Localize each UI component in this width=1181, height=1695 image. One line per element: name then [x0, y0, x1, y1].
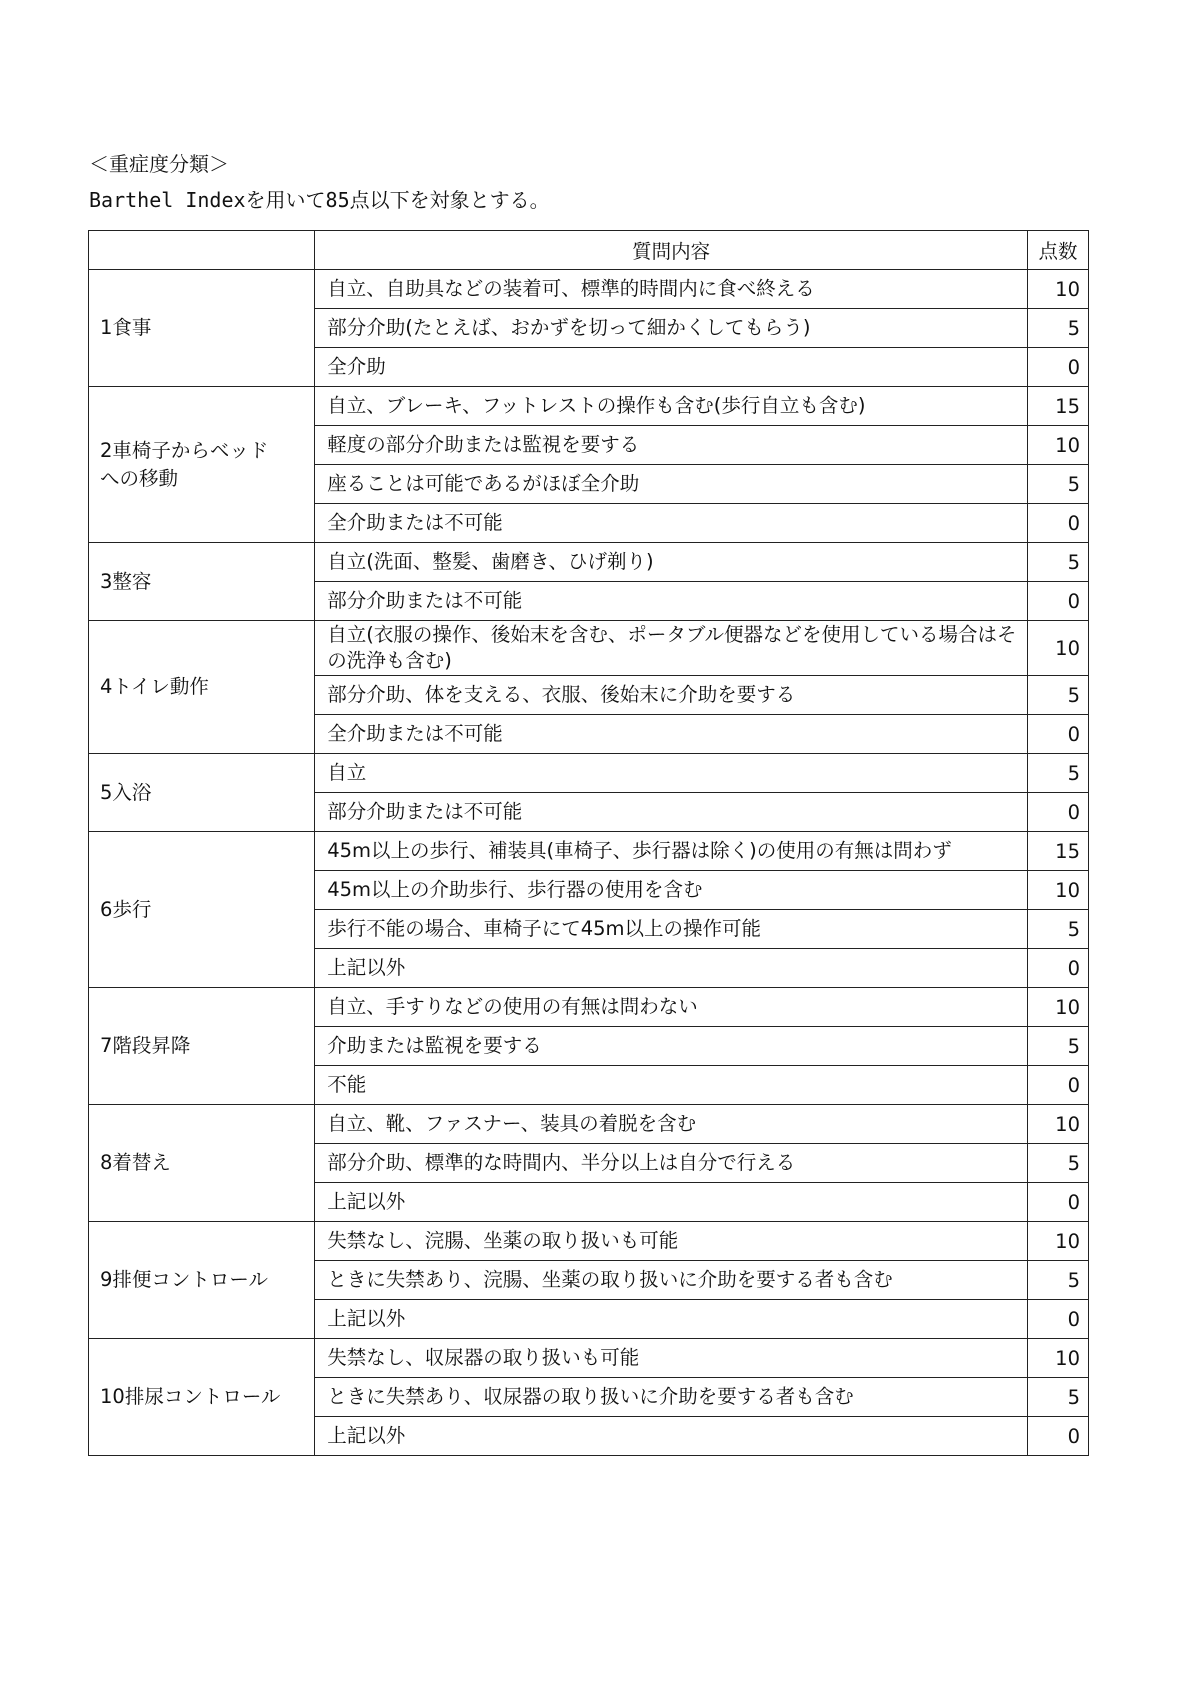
score-cell: 10: [1027, 1105, 1088, 1144]
score-cell: 15: [1027, 387, 1088, 426]
score-cell: 10: [1027, 1339, 1088, 1378]
score-cell: 5: [1027, 1027, 1088, 1066]
score-cell: 15: [1027, 832, 1088, 871]
question-cell: 45m以上の介助歩行、歩行器の使用を含む: [315, 871, 1028, 910]
question-cell: 部分介助または不可能: [315, 582, 1028, 621]
category-cell: 1食事: [89, 270, 315, 387]
table-row: [89, 1339, 1089, 1378]
score-cell: 0: [1027, 504, 1088, 543]
question-cell: 自立(衣服の操作、後始末を含む、ポータブル便器などを使用している場合はその洗浄も含む): [315, 621, 1028, 676]
category-cell: 3整容: [89, 543, 315, 621]
question-cell: 上記以外: [315, 1300, 1028, 1339]
barthel-index-table: [88, 230, 1089, 1456]
question-cell: 全介助: [315, 348, 1028, 387]
score-cell: 10: [1027, 1222, 1088, 1261]
score-cell: 0: [1027, 715, 1088, 754]
score-cell: 5: [1027, 543, 1088, 582]
table-row: [89, 270, 1089, 309]
page-heading: ＜重症度分類＞: [89, 152, 229, 176]
table-row: [89, 754, 1089, 793]
category-cell: 7階段昇降: [89, 988, 315, 1105]
table-header-row: [89, 231, 1089, 270]
score-cell: 10: [1027, 426, 1088, 465]
score-cell: 0: [1027, 348, 1088, 387]
header-score: 点数: [1027, 231, 1088, 270]
table-row: [89, 988, 1089, 1027]
score-cell: 0: [1027, 1183, 1088, 1222]
question-cell: 自立、ブレーキ、フットレストの操作も含む(歩行自立も含む): [315, 387, 1028, 426]
question-cell: 上記以外: [315, 1183, 1028, 1222]
category-cell: 6歩行: [89, 832, 315, 988]
score-cell: 0: [1027, 1417, 1088, 1456]
score-cell: 10: [1027, 988, 1088, 1027]
question-cell: 部分介助、体を支える、衣服、後始末に介助を要する: [315, 676, 1028, 715]
question-cell: 自立、靴、ファスナー、装具の着脱を含む: [315, 1105, 1028, 1144]
question-cell: 介助または監視を要する: [315, 1027, 1028, 1066]
question-cell: 自立: [315, 754, 1028, 793]
question-cell: 部分介助または不可能: [315, 793, 1028, 832]
table-row: [89, 1222, 1089, 1261]
score-cell: 10: [1027, 621, 1088, 676]
question-cell: 部分介助、標準的な時間内、半分以上は自分で行える: [315, 1144, 1028, 1183]
question-cell: 失禁なし、収尿器の取り扱いも可能: [315, 1339, 1028, 1378]
question-cell: 軽度の部分介助または監視を要する: [315, 426, 1028, 465]
score-cell: 5: [1027, 1261, 1088, 1300]
score-cell: 5: [1027, 1144, 1088, 1183]
question-cell: 座ることは可能であるがほぼ全介助: [315, 465, 1028, 504]
score-cell: 0: [1027, 1300, 1088, 1339]
question-cell: 失禁なし、浣腸、坐薬の取り扱いも可能: [315, 1222, 1028, 1261]
score-cell: 10: [1027, 871, 1088, 910]
table-row: [89, 832, 1089, 871]
question-cell: 上記以外: [315, 1417, 1028, 1456]
table-row: [89, 621, 1089, 676]
score-cell: 0: [1027, 949, 1088, 988]
page-subheading: Barthel Indexを用いて85点以下を対象とする。: [89, 188, 550, 212]
category-cell: 4トイレ動作: [89, 621, 315, 754]
question-cell: ときに失禁あり、浣腸、坐薬の取り扱いに介助を要する者も含む: [315, 1261, 1028, 1300]
score-cell: 5: [1027, 309, 1088, 348]
question-cell: 部分介助(たとえば、おかずを切って細かくしてもらう): [315, 309, 1028, 348]
table-body: [89, 270, 1089, 1456]
table-row: [89, 543, 1089, 582]
question-cell: 全介助または不可能: [315, 715, 1028, 754]
question-cell: 歩行不能の場合、車椅子にて45m以上の操作可能: [315, 910, 1028, 949]
score-cell: 10: [1027, 270, 1088, 309]
category-cell: 10排尿コントロール: [89, 1339, 315, 1456]
question-cell: 自立、手すりなどの使用の有無は問わない: [315, 988, 1028, 1027]
category-cell: 5入浴: [89, 754, 315, 832]
question-cell: 自立、自助具などの装着可、標準的時間内に食べ終える: [315, 270, 1028, 309]
score-cell: 5: [1027, 754, 1088, 793]
score-cell: 0: [1027, 582, 1088, 621]
table-row: [89, 1105, 1089, 1144]
score-cell: 0: [1027, 793, 1088, 832]
score-cell: 5: [1027, 1378, 1088, 1417]
header-question: 質問内容: [315, 231, 1028, 270]
question-cell: ときに失禁あり、収尿器の取り扱いに介助を要する者も含む: [315, 1378, 1028, 1417]
score-cell: 5: [1027, 465, 1088, 504]
question-cell: 不能: [315, 1066, 1028, 1105]
question-cell: 全介助または不可能: [315, 504, 1028, 543]
category-cell: 2車椅子からベッド への移動: [89, 387, 315, 543]
table-row: [89, 387, 1089, 426]
score-cell: 5: [1027, 676, 1088, 715]
category-cell: 9排便コントロール: [89, 1222, 315, 1339]
category-cell: 8着替え: [89, 1105, 315, 1222]
score-cell: 5: [1027, 910, 1088, 949]
score-cell: 0: [1027, 1066, 1088, 1105]
question-cell: 上記以外: [315, 949, 1028, 988]
header-category: [89, 231, 315, 270]
question-cell: 自立(洗面、整髪、歯磨き、ひげ剃り): [315, 543, 1028, 582]
question-cell: 45m以上の歩行、補装具(車椅子、歩行器は除く)の使用の有無は問わず: [315, 832, 1028, 871]
